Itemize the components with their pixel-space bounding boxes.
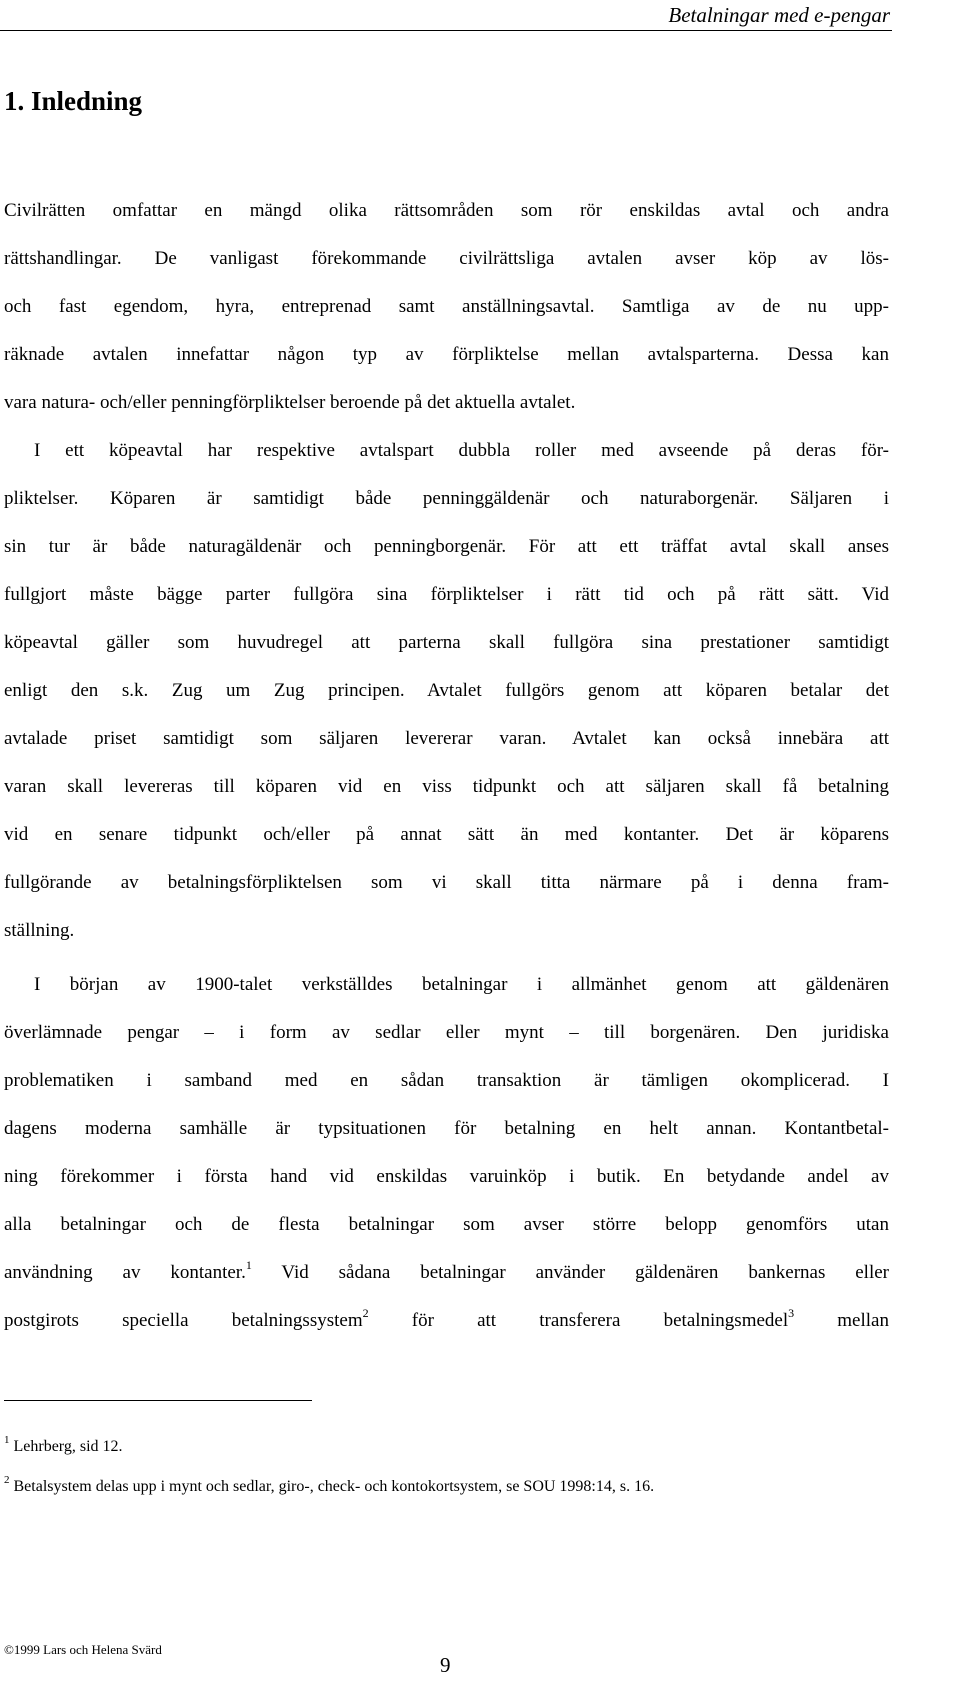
copyright-notice: ©1999 Lars och Helena Svärd — [4, 1642, 162, 1657]
text-line: Civilrätten omfattar en mängd olika rättsområden som rör enskildas avtal och andra — [4, 200, 889, 221]
header-rule — [0, 30, 892, 31]
text-line: sin tur är både naturagäldenär och penningborgenär. För att ett träffat avtal skall anses — [4, 536, 889, 557]
text-line: och fast egendom, hyra, entreprenad samt anställningsavtal. Samtliga av de nu upp- — [4, 296, 889, 317]
text-line: pliktelser. Köparen är samtidigt både penninggäldenär och naturaborgenär. Säljaren i — [4, 488, 889, 509]
footnote-text: Betalsystem delas upp i mynt och sedlar, giro-, check- och kontokortsystem, se SOU 1998:14, s. 16. — [13, 1478, 655, 1495]
text-line — [4, 1249, 889, 1297]
text-line — [4, 1297, 889, 1345]
footnote-item — [4, 1467, 904, 1507]
text-line: ning förekommer i första hand vid enskildas varuinköp i butik. En betydande andel av — [4, 1166, 889, 1187]
chapter-title: 1. Inledning — [4, 86, 143, 116]
text-line: dagens moderna samhälle är typsituationen för betalning en helt annan. Kontantbetal- — [4, 1118, 889, 1139]
footnote-number: 2 — [4, 1474, 10, 1486]
text-segment: för att transferera betalningsmedel — [368, 1310, 789, 1331]
footnotes — [4, 1427, 904, 1507]
text-line: köpeavtal gäller som huvudregel att parterna skall fullgöra sina prestationer samtidigt — [4, 632, 889, 653]
text-line: alla betalningar och de flesta betalningar som avser större belopp genomförs utan — [4, 1214, 889, 1235]
text-line: vara natura- och/eller penningförpliktelser beroende på det aktuella avtalet. — [4, 392, 576, 413]
text-segment: användning av kontanter. — [4, 1262, 246, 1283]
text-line: enligt den s.k. Zug um Zug principen. Avtalet fullgörs genom att köparen betalar det — [4, 680, 889, 701]
footnote-separator — [4, 1400, 312, 1401]
text-line: fullgjort måste bägge parter fullgöra sina förpliktelser i rätt tid och på rätt sätt. Vid — [4, 584, 889, 605]
text-line: avtalade priset samtidigt som säljaren levererar varan. Avtalet kan också innebära att — [4, 728, 889, 749]
footnote-text: Lehrberg, sid 12. — [13, 1438, 123, 1455]
footnote-item — [4, 1427, 904, 1467]
footnote-ref-1[interactable]: 1 — [245, 1258, 252, 1272]
footnote-ref-3[interactable]: 3 — [788, 1306, 795, 1320]
page-number: 9 — [440, 1653, 451, 1677]
footnote-number: 1 — [4, 1434, 10, 1446]
body-text — [4, 187, 889, 1345]
text-line: I början av 1900-talet verkställdes betalningar i allmänhet genom att gäldenären — [34, 974, 889, 995]
text-segment: mellan — [794, 1310, 889, 1331]
text-line: vid en senare tidpunkt och/eller på annat sätt än med kontanter. Det är köparens — [4, 824, 889, 845]
footnote-ref-2[interactable]: 2 — [362, 1306, 369, 1320]
running-header: Betalningar med e-pengar — [668, 3, 890, 27]
text-segment: Vid sådana betalningar använder gäldenären bankernas eller — [251, 1262, 889, 1283]
text-line: fullgörande av betalningsförpliktelsen som vi skall titta närmare på i denna fram- — [4, 872, 889, 893]
text-segment: postgirots speciella betalningssystem — [4, 1310, 363, 1331]
text-line: ställning. — [4, 920, 75, 941]
text-line: räknade avtalen innefattar någon typ av förpliktelse mellan avtalsparterna. Dessa kan — [4, 344, 889, 365]
text-line: problematiken i samband med en sådan transaktion är tämligen okomplicerad. I — [4, 1070, 889, 1091]
text-line: överlämnade pengar – i form av sedlar eller mynt – till borgenären. Den juridiska — [4, 1022, 889, 1043]
text-line: varan skall levereras till köparen vid en viss tidpunkt och att säljaren skall få betalning — [4, 776, 889, 797]
text-line: rättshandlingar. De vanligast förekommande civilrättsliga avtalen avser köp av lös- — [4, 248, 889, 269]
text-line: I ett köpeavtal har respektive avtalspart dubbla roller med avseende på deras för- — [34, 440, 889, 461]
